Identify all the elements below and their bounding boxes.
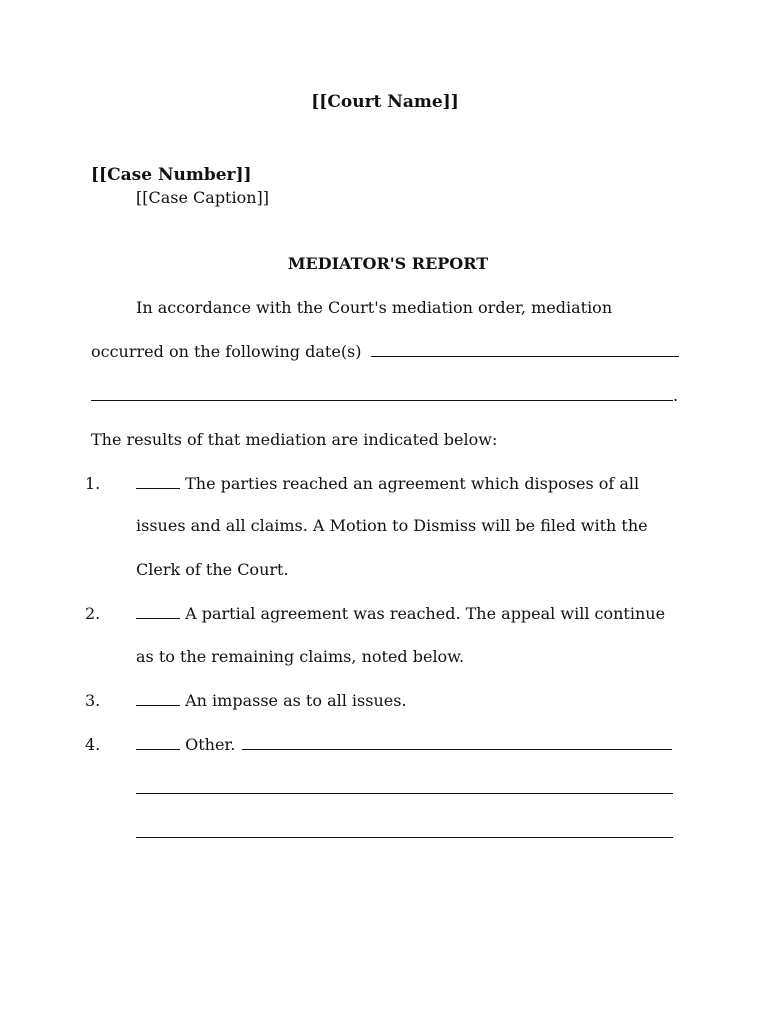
item-2-line-2: as to the remaining claims, noted below. [136,647,465,666]
item-4-number: 4. [85,735,101,754]
other-blank-1[interactable] [242,735,672,750]
results-intro: The results of that mediation are indicated below: [91,430,498,449]
item-1-text-1: The parties reached an agreement which disposes of all [185,474,640,493]
item-2-checkbox-blank[interactable] [136,604,180,619]
date-blank-2[interactable] [91,386,673,401]
other-line-3 [136,823,673,843]
item-3-text-1: An impasse as to all issues. [185,691,407,710]
item-1-number: 1. [85,474,101,493]
intro-line-3 [91,386,678,406]
case-caption: [[Case Caption]] [136,188,270,207]
item-2-text-1: A partial agreement was reached. The appeal will continue [185,604,666,623]
item-2-number: 2. [85,604,101,623]
intro-date-label: occurred on the following date(s) [91,342,362,361]
item-1-checkbox-blank[interactable] [136,474,180,489]
item-1-line-2: issues and all claims. A Motion to Dismiss will be filed with the [136,516,648,535]
date-line-period: . [673,386,679,405]
intro-line-1: In accordance with the Court's mediation order, mediation [136,298,613,317]
item-3-checkbox-blank[interactable] [136,691,180,706]
item-3-number: 3. [85,691,101,710]
other-blank-3[interactable] [136,823,673,838]
court-name: [[Court Name]] [311,92,459,112]
other-line-2 [136,779,673,799]
item-1-line-3: Clerk of the Court. [136,560,289,579]
item-4-checkbox-blank[interactable] [136,735,180,750]
report-title: MEDIATOR'S REPORT [287,254,489,273]
item-1-line-1 [136,474,639,494]
item-4-line-1 [136,735,672,755]
item-3-line-1 [136,691,407,711]
other-blank-2[interactable] [136,779,673,794]
date-blank-1[interactable] [371,342,679,357]
item-4-text-1: Other. [185,735,236,754]
case-number: [[Case Number]] [91,165,252,185]
intro-line-2 [91,342,679,362]
item-2-line-1 [136,604,665,624]
